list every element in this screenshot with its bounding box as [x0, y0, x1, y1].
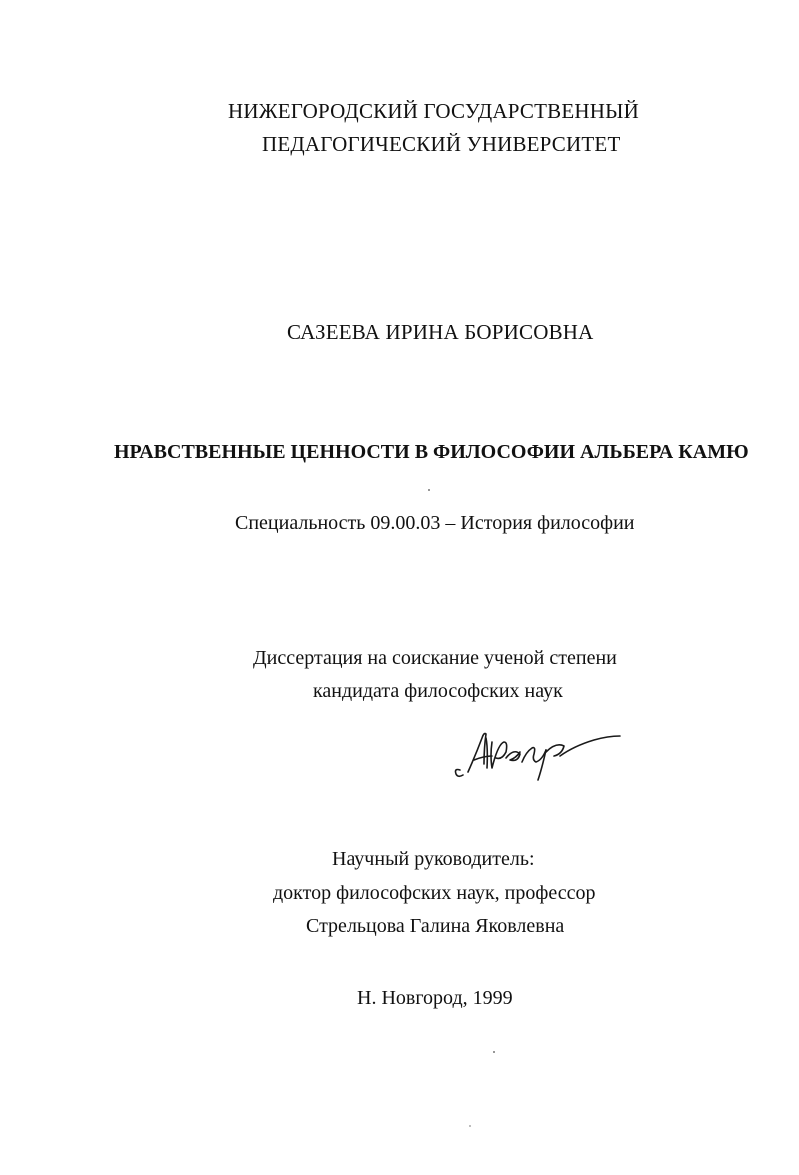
scan-speck	[469, 1125, 471, 1127]
place-and-year: Н. Новгород, 1999	[357, 987, 513, 1009]
scan-speck	[493, 1051, 495, 1053]
dissertation-title: НРАВСТВЕННЫЕ ЦЕННОСТИ В ФИЛОСОФИИ АЛЬБЕРА КАМЮ	[114, 441, 749, 463]
university-name-line-2: ПЕДАГОГИЧЕСКИЙ УНИВЕРСИТЕТ	[262, 132, 621, 156]
specialty-line: Специальность 09.00.03 – История философии	[235, 512, 635, 534]
supervisor-label: Научный руководитель:	[332, 848, 535, 870]
author-name: САЗЕЕВА ИРИНА БОРИСОВНА	[287, 320, 594, 344]
scan-speck	[428, 489, 430, 491]
university-name-line-1: НИЖЕГОРОДСКИЙ ГОСУДАРСТВЕННЫЙ	[228, 99, 639, 123]
degree-statement-line-1: Диссертация на соискание ученой степени	[253, 647, 617, 669]
degree-statement-line-2: кандидата философских наук	[313, 680, 563, 702]
supervisor-degree: доктор философских наук, профессор	[273, 882, 596, 904]
supervisor-name: Стрельцова Галина Яковлевна	[306, 915, 565, 937]
handwritten-signature-icon	[448, 722, 626, 786]
